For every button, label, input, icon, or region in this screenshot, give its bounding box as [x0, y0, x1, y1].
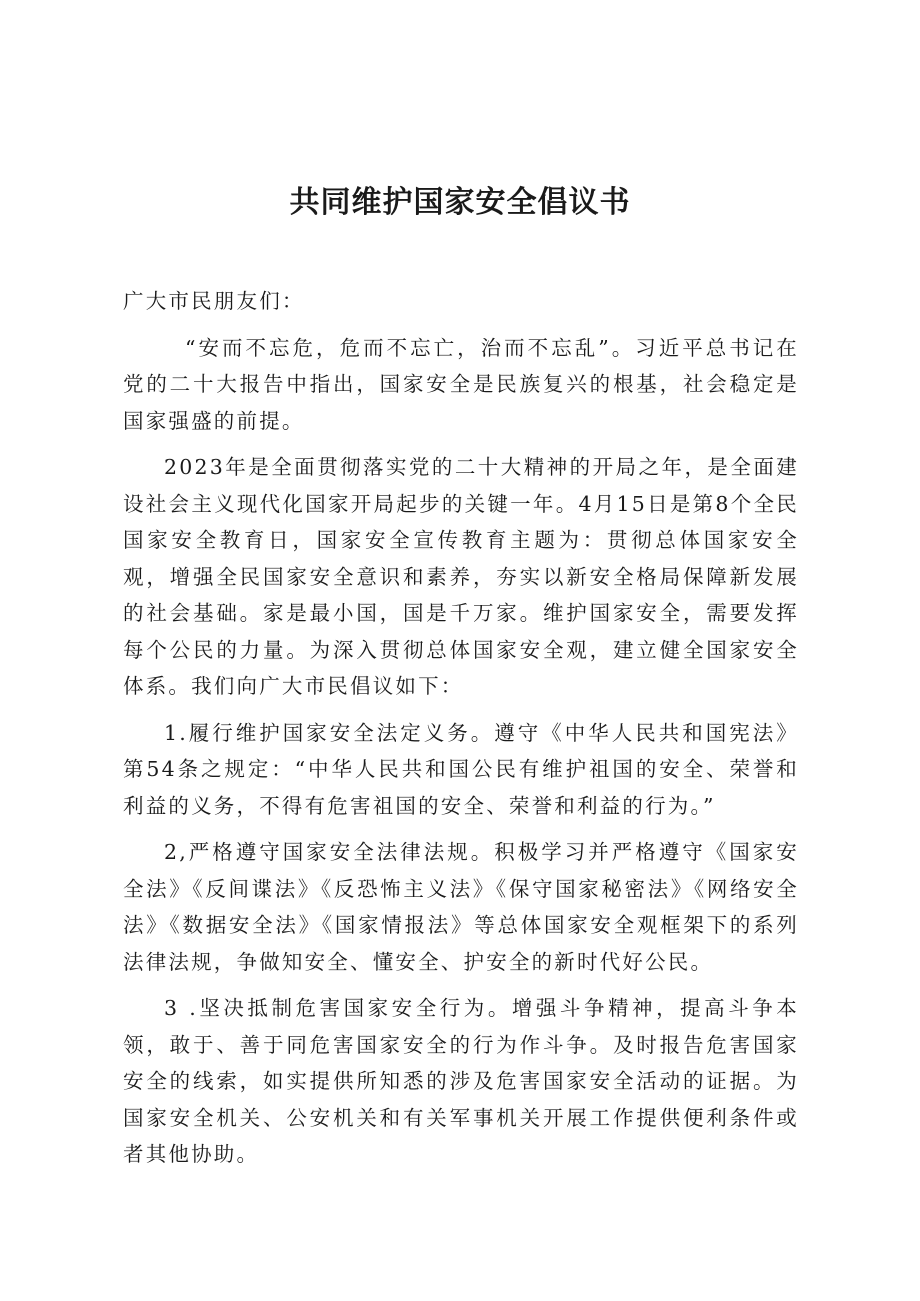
- salutation: 广大市民朋友们：: [123, 289, 305, 313]
- paragraph-item-1: 1.履行维护国家安全法定义务。遵守《中华人民共和国宪法》第54条之规定：“中华人民共和国公民有维护祖国的安全、荣誉和利益的义务，不得有危害祖国的安全、荣誉和利益的行为。”: [123, 720, 799, 818]
- document-body: [123, 283, 799, 1183]
- paragraph-item-3: 3 .坚决抵制危害国家安全行为。增强斗争精神，提高斗争本领，敢于、善于同危害国家安全的行为作斗争。及时报告危害国家安全的线索，如实提供所知悉的涉及危害国家安全活动的证据。为国家安全机关、公安机关和有关军事机关开展工作提供便利条件或者其他协助。: [123, 996, 799, 1166]
- paragraph-background: 2023年是全面贯彻落实党的二十大精神的开局之年，是全面建设社会主义现代化国家开局起步的关键一年。4月15日是第8个全民国家安全教育日，国家安全宣传教育主题为：贯彻总体国家安全观，增强全民国家安全意识和素养，夯实以新安全格局保障新发展的社会基础。家是最小国，国是千万家。维护国家安全，需要发挥每个公民的力量。为深入贯彻总体国家安全观，建立健全国家安全体系。我们向广大市民倡议如下：: [123, 455, 799, 698]
- paragraph-item-2: 2,严格遵守国家安全法律法规。积极学习并严格遵守《国家安全法》《反间谍法》《反恐怖主义法》《保守国家秘密法》《网络安全法》《数据安全法》《国家情报法》等总体国家安全观框架下的系列法律法规，争做知安全、懂安全、护安全的新时代好公民。: [123, 840, 799, 974]
- document-title: 共同维护国家安全倡议书: [289, 185, 631, 220]
- paragraph-quote: “安而不忘危，危而不忘亡，治而不忘乱”。习近平总书记在党的二十大报告中指出，国家安全是民族复兴的根基，社会稳定是国家强盛的前提。: [123, 335, 799, 433]
